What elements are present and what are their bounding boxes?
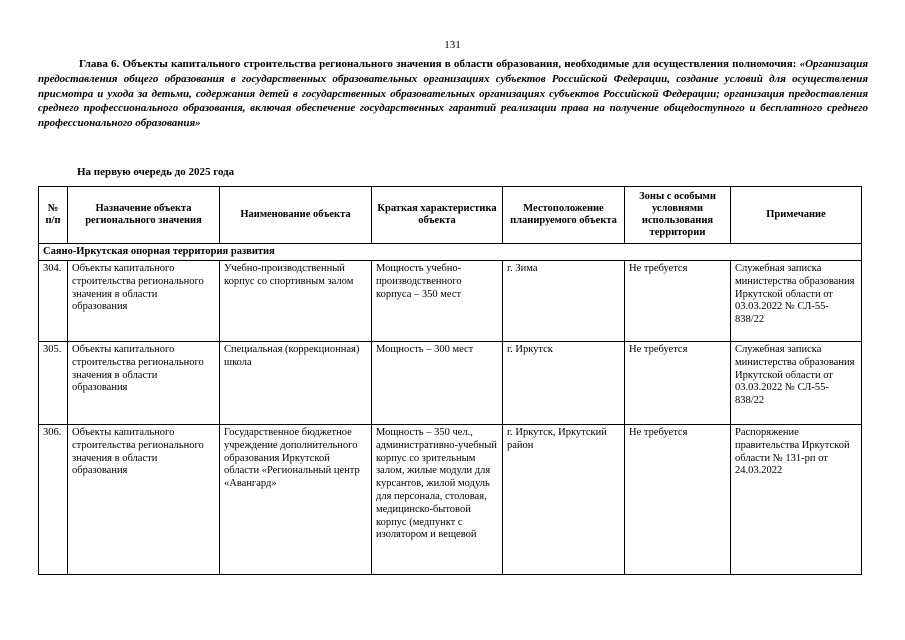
header-characteristic: Краткая характеристика объекта (372, 187, 503, 244)
header-num: № п/п (39, 187, 68, 244)
chapter-heading (38, 57, 868, 131)
cell-location: г. Иркутск, Иркутский район (503, 425, 625, 575)
header-location: Местоположение планируемого объекта (503, 187, 625, 244)
cell-name: Государственное бюджетное учреждение дополнительного образования Иркутской области «Региональный центр «Авангард» (220, 425, 372, 575)
region-row (39, 244, 862, 261)
queue-label: На первую очередь до 2025 года (77, 166, 235, 178)
chapter-authority-quote: «Организация предоставления общего образования в государственных образовательных организациях субъектов Российской Федерации, создание условий для осуществления присмотра и ухода за детьми, содержания детей в государственных образовательных организациях субъектов Российской Федерации; организация предоставления среднего профессионального образования, включая обеспечение государственных гарантий реализации права на получение общедоступного и бесплатного среднего профессионального образования» (38, 58, 868, 130)
cell-note: Распоряжение правительства Иркутской области № 131-рп от 24.03.2022 (731, 425, 862, 575)
cell-note: Служебная записка министерства образования Иркутской области от 03.03.2022 № СЛ-55-838/22 (731, 342, 862, 425)
header-purpose: Назначение объекта регионального значения (68, 187, 220, 244)
cell-location: г. Зима (503, 261, 625, 342)
cell-location: г. Иркутск (503, 342, 625, 425)
table-header-row (39, 187, 862, 244)
table-row (39, 342, 862, 425)
objects-table (38, 186, 862, 575)
cell-characteristic: Мощность – 350 чел., административно-учебный корпус со зрительным залом, жилые модули для курсантов, жилой модуль для персонала, столовая, медицинско-бытовой корпус (медпункт с изолятором и вещевой (372, 425, 503, 575)
cell-purpose: Объекты капитального строительства регионального значения в области образования (68, 261, 220, 342)
page-number: 131 (444, 39, 461, 51)
table-row (39, 425, 862, 575)
cell-name: Специальная (коррекционная) школа (220, 342, 372, 425)
cell-zones: Не требуется (625, 425, 731, 575)
header-name: Наименование объекта (220, 187, 372, 244)
cell-num: 304. (39, 261, 68, 342)
header-note: Примечание (731, 187, 862, 244)
table-row (39, 261, 862, 342)
cell-purpose: Объекты капитального строительства регионального значения в области образования (68, 342, 220, 425)
cell-characteristic: Мощность учебно-производственного корпуса – 350 мест (372, 261, 503, 342)
cell-name: Учебно-производственный корпус со спортивным залом (220, 261, 372, 342)
cell-num: 305. (39, 342, 68, 425)
cell-purpose: Объекты капитального строительства регионального значения в области образования (68, 425, 220, 575)
cell-zones: Не требуется (625, 261, 731, 342)
cell-zones: Не требуется (625, 342, 731, 425)
cell-characteristic: Мощность – 300 мест (372, 342, 503, 425)
region-name: Саяно-Иркутская опорная территория развития (39, 244, 862, 261)
cell-num: 306. (39, 425, 68, 575)
chapter-title: Глава 6. Объекты капитального строительства регионального значения в области образования, необходимые для осуществления полномочия: (79, 58, 800, 70)
cell-note: Служебная записка министерства образования Иркутской области от 03.03.2022 № СЛ-55-838/22 (731, 261, 862, 342)
header-zones: Зоны с особыми условиями использования территории (625, 187, 731, 244)
